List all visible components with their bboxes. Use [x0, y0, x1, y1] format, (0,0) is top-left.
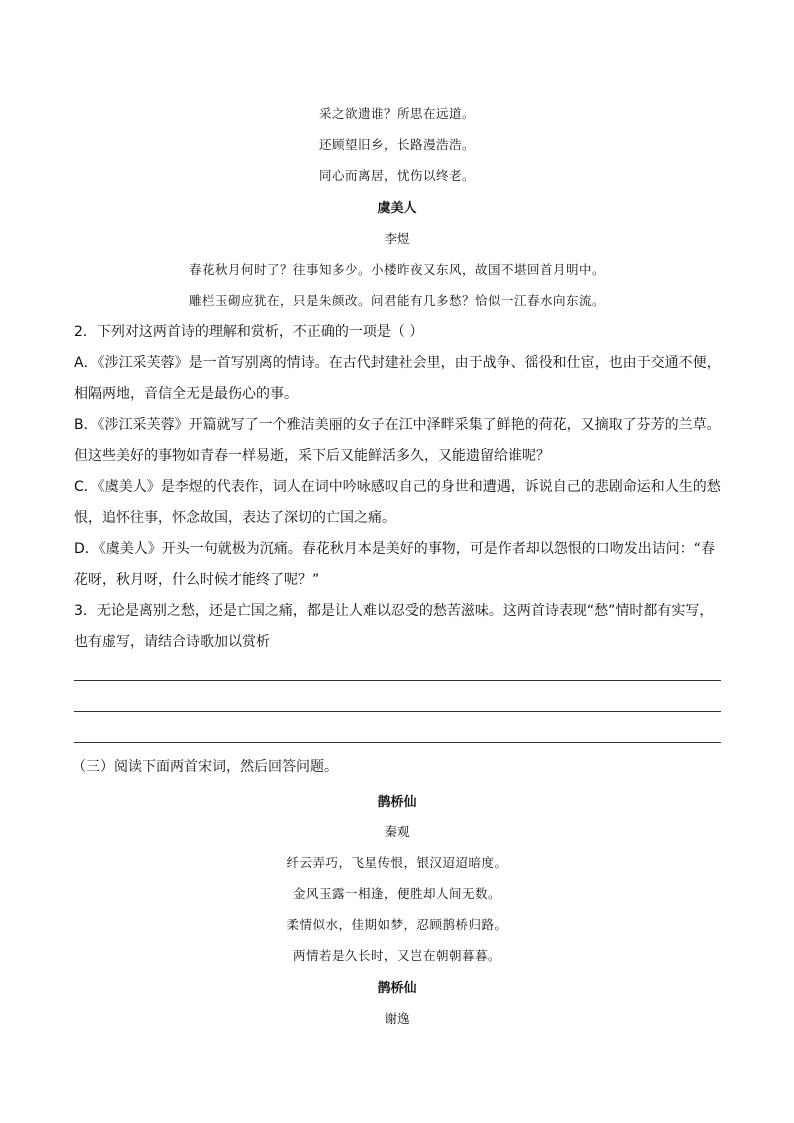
- poem-line: 雕栏玉砌应犹在，只是朱颜改。问君能有几多愁？恰似一江春水向东流。: [188, 293, 605, 308]
- poem-title: 鹊桥仙: [377, 795, 417, 810]
- poem-author: 秦观: [384, 824, 410, 839]
- question-3-stem: 3．无论是离别之愁，还是亡国之痛，都是让人难以忍受的愁苦滋味。这两首诗表现“愁”情时都有实写，也有虚写，请结合诗歌加以赏析: [74, 603, 714, 650]
- question-2-option-b: B．《涉江采芙蓉》开篇就写了一个雅洁美丽的女子在江中泽畔采集了鲜艳的荷花，又摘取了芬芳的兰草。但这些美好的事物如青春一样易逝，采下后又能鲜活多久，又能遗留给谁呢？: [74, 417, 721, 464]
- poem-line: 两情若是久长时，又岂在朝朝暮暮。: [292, 948, 501, 963]
- poem-line: 同心而离居，忧伤以终老。: [318, 168, 475, 183]
- poem-line: 柔情似水，佳期如梦，忍顾鹊桥归路。: [286, 917, 508, 932]
- poem-line: 纤云弄巧，飞星传恨，银汉迢迢暗度。: [286, 855, 508, 870]
- poem-title: 鹊桥仙: [377, 981, 417, 996]
- poem-line: 还顾望旧乡，长路漫浩浩。: [318, 137, 475, 152]
- question-2-stem: 2．下列对这两首诗的理解和赏析，不正确的一项是（ ）: [74, 324, 424, 340]
- answer-line[interactable]: [74, 742, 721, 743]
- answer-line[interactable]: [74, 711, 721, 712]
- question-2-option-a: A．《涉江采芙蓉》是一首写别离的情诗。在古代封建社会里，由于战争、徭役和仕宦，也由于交通不便，相隔两地，音信全无是最伤心的事。: [74, 355, 721, 402]
- question-2-option-c: C．《虞美人》是李煜的代表作，词人在词中吟咏感叹自己的身世和遭遇，诉说自己的悲剧命运和人生的愁恨，追怀往事，怀念故国，表达了深切的亡国之痛。: [74, 479, 721, 526]
- poem-line: 春花秋月何时了？往事知多少。小楼昨夜又东风，故国不堪回首月明中。: [188, 262, 605, 277]
- poem-author: 李煜: [384, 231, 410, 246]
- section-3-heading: （三）阅读下面两首宋词，然后回答问题。: [72, 759, 338, 775]
- poem-title: 虞美人: [377, 201, 417, 216]
- poem-line: 金风玉露一相逢，便胜却人间无数。: [292, 886, 501, 901]
- poem-author: 谢逸: [384, 1011, 410, 1026]
- poem-line: 采之欲遗谁？所思在远道。: [318, 106, 475, 121]
- question-2-option-d: D．《虞美人》开头一句就极为沉痛。春花秋月本是美好的事物，可是作者却以怨恨的口吻发出诘问：“春花呀，秋月呀，什么时候才能终了呢？”: [74, 541, 716, 588]
- answer-line[interactable]: [74, 680, 721, 681]
